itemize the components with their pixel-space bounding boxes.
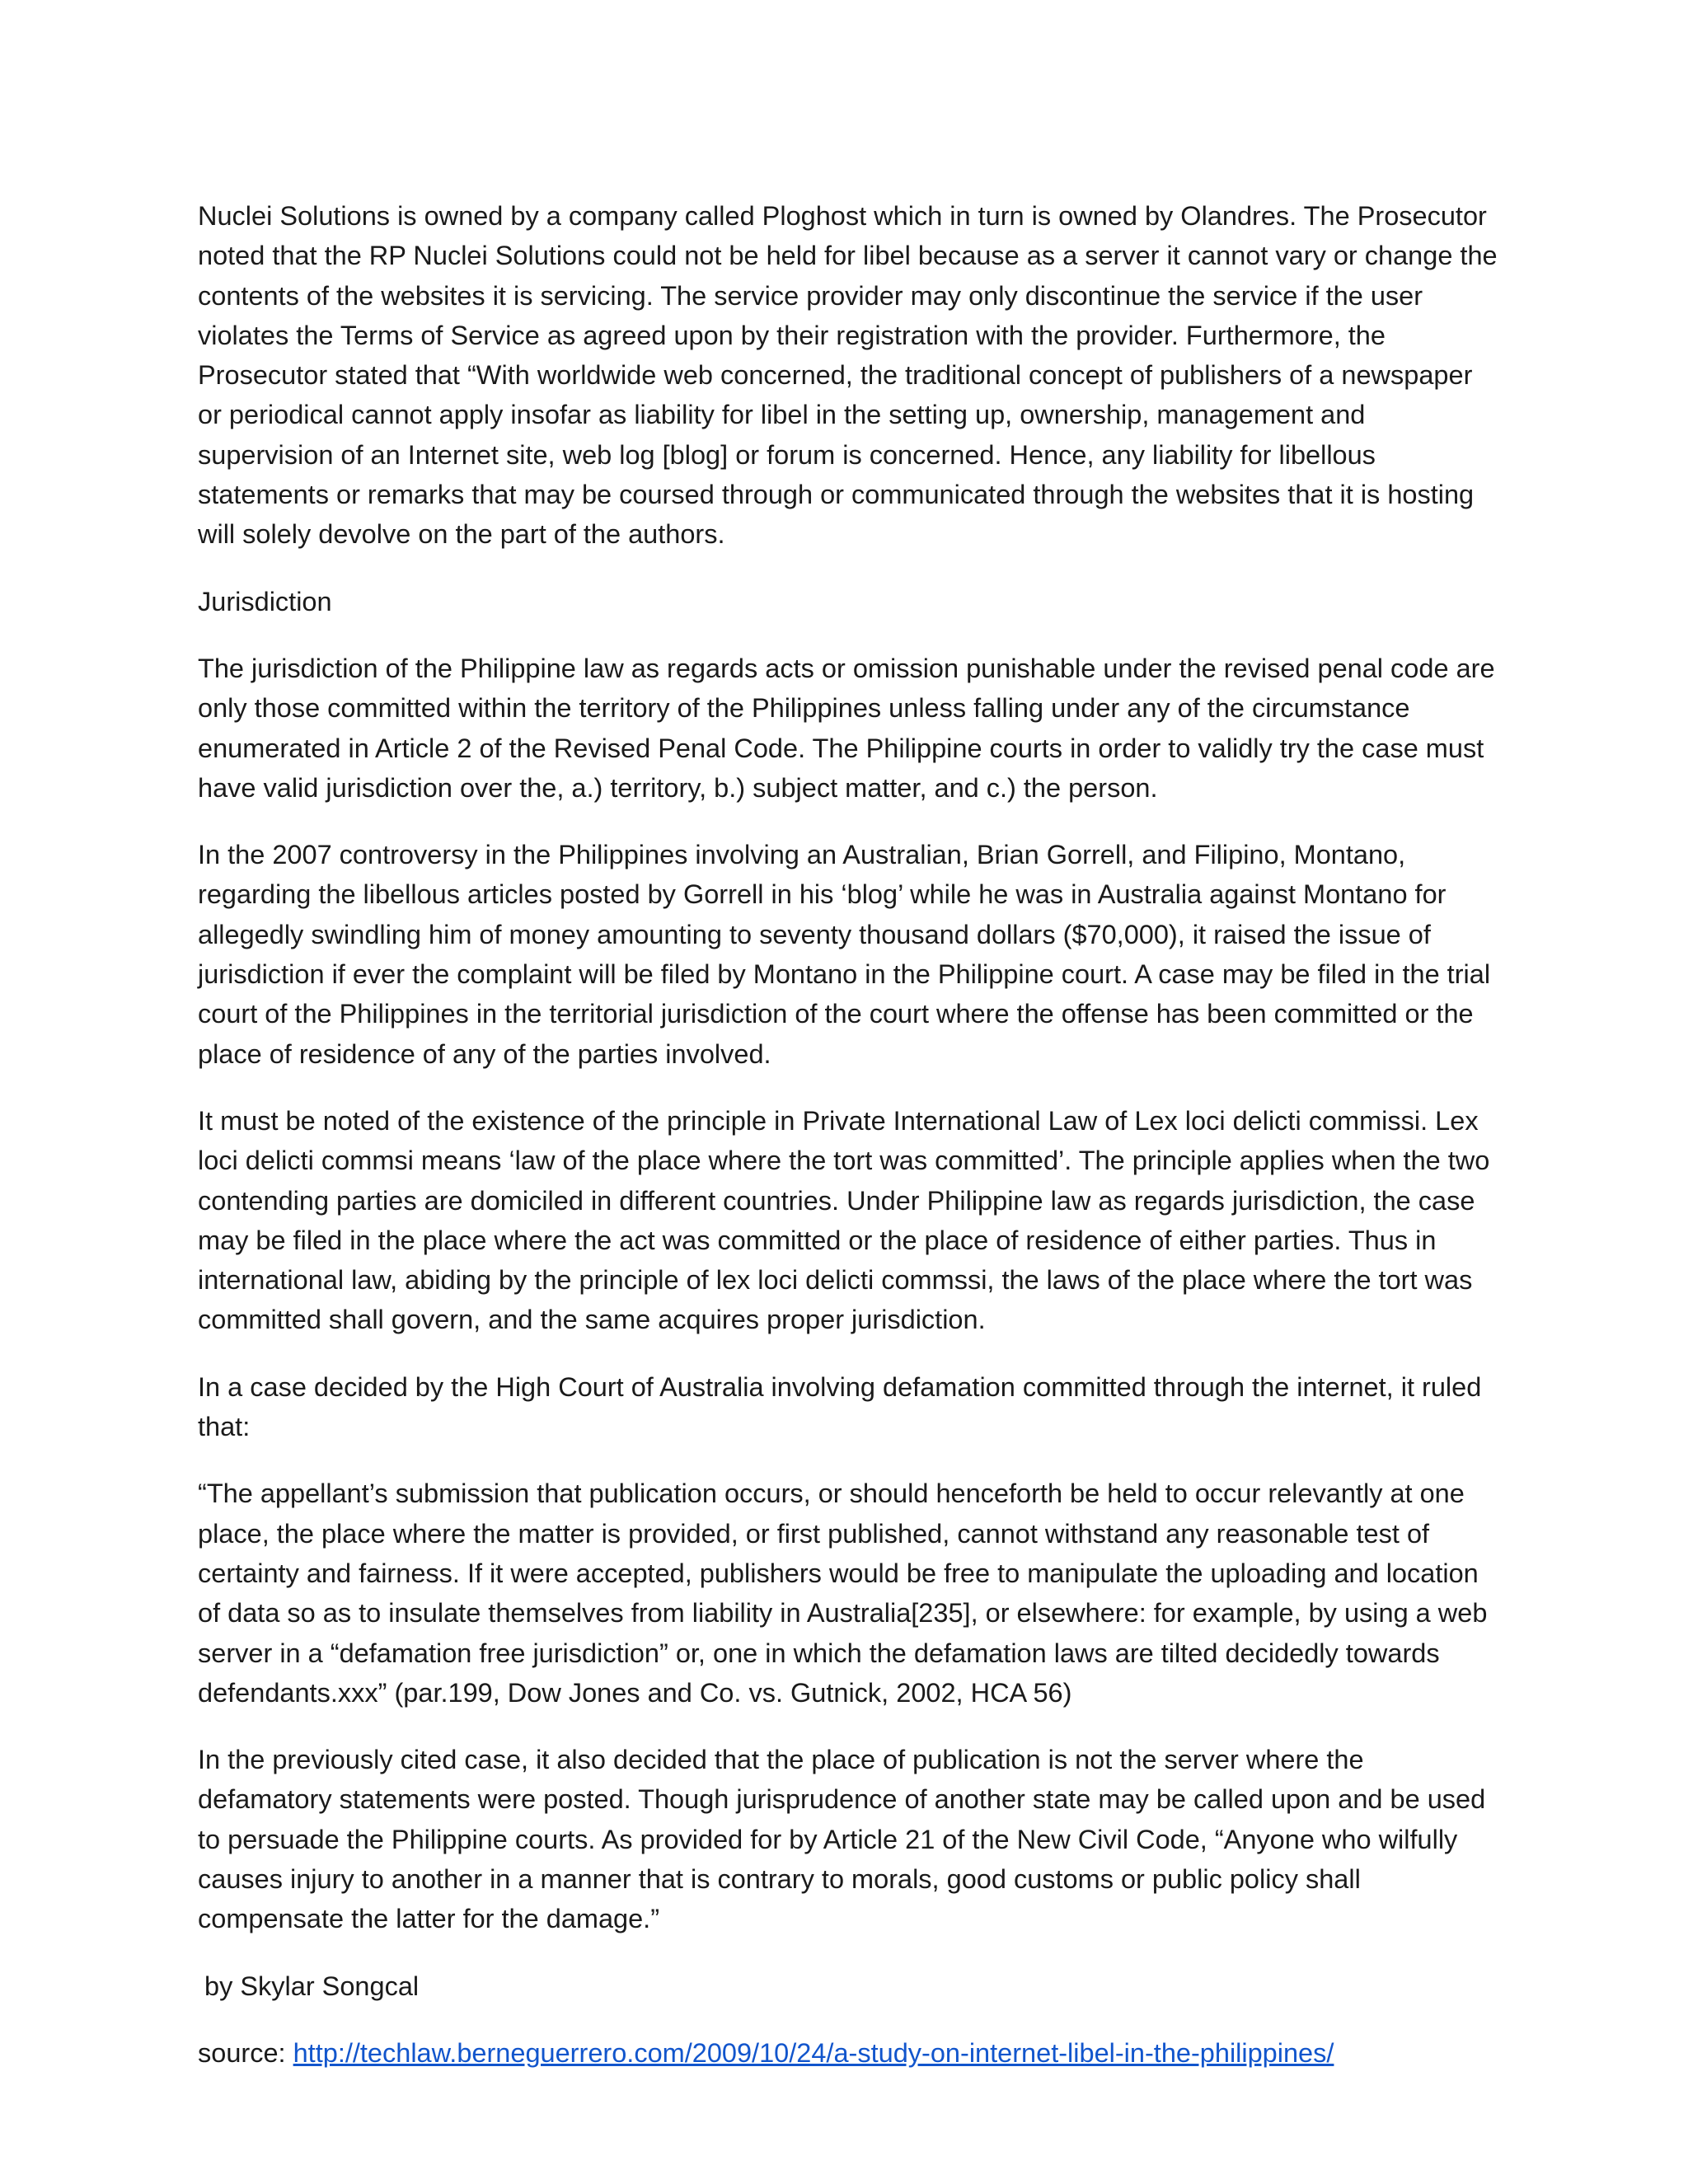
paragraph-jurisdiction-philippine-law: The jurisdiction of the Philippine law as regards acts or omission punishable under the revised penal code are only those committed within the territory of the Philippines unless falling under any of the circumstance enumerated in Article 2 of the Revised Penal Code. The Philippine courts in order to validly try the case must have valid jurisdiction over the, a.) territory, b.) subject matter, and c.) the person. (198, 653, 1495, 803)
paragraph-lex-loci-delicti: It must be noted of the existence of the principle in Private International Law of Lex loci delicti commissi. Lex loci delicti commsi means ‘law of the place where the tort was committed’. The principle applies when the two contending parties are domiciled in different countries. Under Philippine law as regards jurisdiction, the case may be filed in the place where the act was committed or the place of residence of either parties. Thus in international law, abiding by the principle of lex loci delicti commssi, the laws of the place where the tort was committed shall govern, and the same acquires proper jurisdiction. (198, 1105, 1490, 1335)
paragraph-nuclei-solutions: Nuclei Solutions is owned by a company called Ploghost which in turn is owned by Olandres. The Prosecutor noted that the RP Nuclei Solutions could not be held for libel because as a server it cannot vary or change the contents of the websites it is servicing. The service provider may only discontinue the service if the user violates the Terms of Service as agreed upon by their registration with the provider. Furthermore, the Prosecutor stated that “With worldwide web concerned, the traditional concept of publishers of a newspaper or periodical cannot apply insofar as liability for libel in the setting up, ownership, management and supervision of an Internet site, web log [blog] or forum is concerned. Hence, any liability for libellous statements or remarks that may be coursed through or communicated through the websites that it is hosting will solely devolve on the part of the authors. (198, 201, 1498, 550)
source-label: source: (198, 2037, 293, 2068)
paragraph-high-court-australia: In a case decided by the High Court of Australia involving defamation committed through the internet, it ruled that: (198, 1371, 1482, 1442)
source-link[interactable]: http://techlaw.berneguerrero.com/2009/10/24/a-study-on-internet-libel-in-the-philippines/ (293, 2037, 1334, 2068)
source-line (198, 2033, 1500, 2073)
section-heading-jurisdiction: Jurisdiction (198, 586, 332, 616)
paragraph-court-quote: “The appellant’s submission that publication occurs, or should henceforth be held to occur relevantly at one place, the place where the matter is provided, or first published, cannot withstand any reasonable test of certainty and fairness. If it were accepted, publishers would be free to manipulate the uploading and location of data so as to insulate themselves from liability in Australia[235], or elsewhere: for example, by using a web server in a “defamation free jurisdiction” or, one in which the defamation laws are tilted decidedly towards defendants.xxx” (par.199, Dow Jones and Co. vs. Gutnick, 2002, HCA 56) (198, 1479, 1488, 1708)
author-byline: by Skylar Songcal (204, 1971, 420, 2001)
document-page (198, 196, 1500, 2100)
paragraph-previously-cited-case: In the previously cited case, it also decided that the place of publication is not the server where the defamatory statements were posted. Though jurisprudence of another state may be called upon and be used to persuade the Philippine courts. As provided for by Article 21 of the New Civil Code, “Anyone who wilfully causes injury to another in a manner that is contrary to morals, good customs or public policy shall compensate the latter for the damage.” (198, 1745, 1486, 1934)
paragraph-2007-controversy: In the 2007 controversy in the Philippines involving an Australian, Brian Gorrell, and Filipino, Montano, regarding the libellous articles posted by Gorrell in his ‘blog’ while he was in Australia against Montano for allegedly swindling him of money amounting to seventy thousand dollars ($70,000), it raised the issue of jurisdiction if ever the complaint will be filed by Montano in the Philippine court. A case may be filed in the trial court of the Philippines in the territorial jurisdiction of the court where the offense has been committed or the place of residence of any of the parties involved. (198, 840, 1491, 1069)
